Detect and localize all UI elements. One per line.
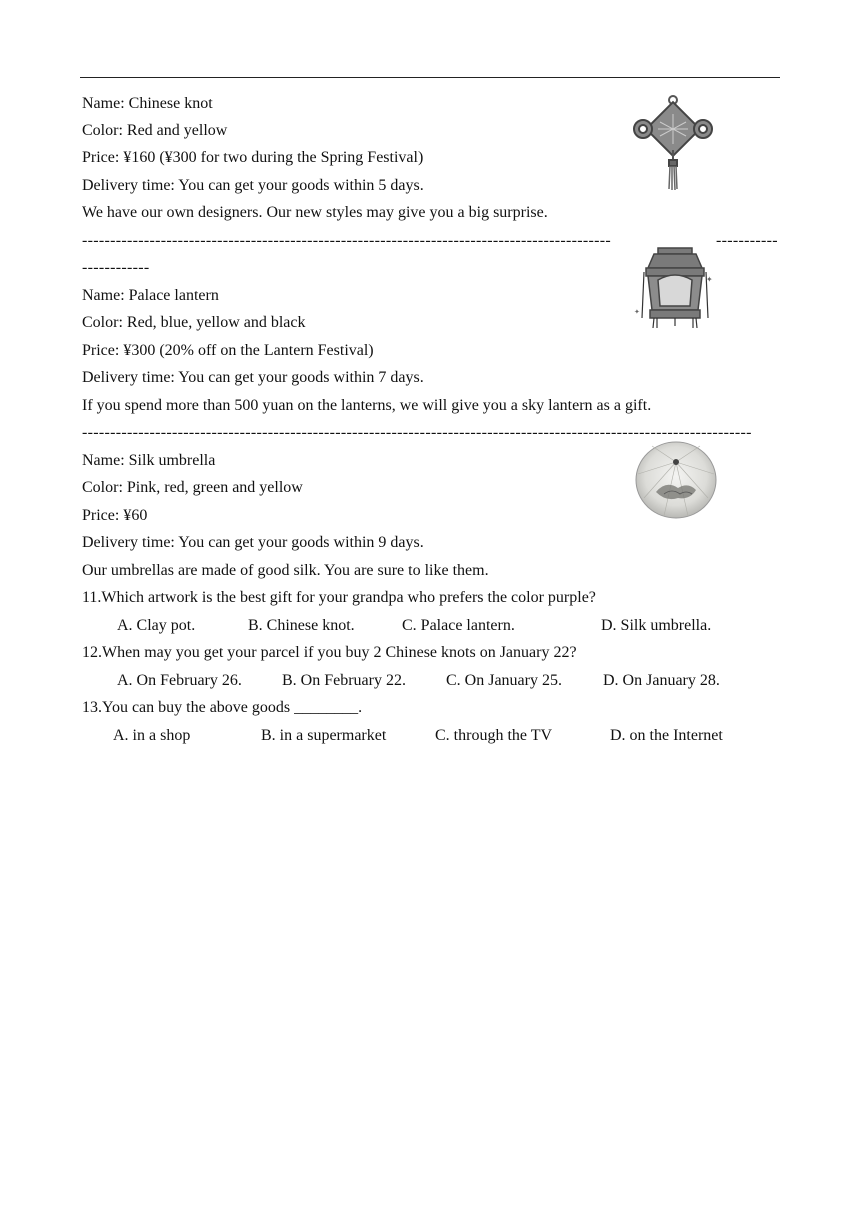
item-name: Name: Chinese knot (82, 95, 213, 112)
question-12-option-c[interactable]: C. On January 25. (446, 672, 562, 689)
item-delivery: Delivery time: You can get your goods within 9 days. (82, 534, 424, 551)
top-rule (80, 77, 780, 78)
svg-text:✦: ✦ (706, 275, 713, 284)
question-11-stem: 11.Which artwork is the best gift for your grandpa who prefers the color purple? (82, 589, 596, 606)
item-name: Name: Silk umbrella (82, 452, 216, 469)
item-price: Price: ¥160 (¥300 for two during the Spring Festival) (82, 149, 424, 166)
item-note: We have our own designers. Our new styles may give you a big surprise. (82, 204, 548, 221)
question-13-option-b[interactable]: B. in a supermarket (261, 727, 387, 744)
question-12-option-b[interactable]: B. On February 22. (282, 672, 406, 689)
item-color: Color: Pink, red, green and yellow (82, 479, 303, 496)
item-price: Price: ¥60 (82, 507, 148, 524)
question-13-option-c[interactable]: C. through the TV (435, 727, 553, 744)
item-note: If you spend more than 500 yuan on the lanterns, we will give you a sky lantern as a gift. (82, 397, 652, 414)
silk-umbrella-image (634, 440, 718, 520)
question-11-option-c[interactable]: C. Palace lantern. (402, 617, 515, 634)
question-13-stem: 13.You can buy the above goods ________. (82, 699, 363, 716)
item-name: Name: Palace lantern (82, 287, 219, 304)
palace-lantern-image (632, 244, 718, 330)
item-price: Price: ¥300 (20% off on the Lantern Festival) (82, 342, 374, 359)
item-note: Our umbrellas are made of good silk. You are sure to like them. (82, 562, 489, 579)
question-12-stem: 12.When may you get your parcel if you buy 2 Chinese knots on January 22? (82, 644, 577, 661)
question-13-option-a[interactable]: A. in a shop (113, 727, 191, 744)
separator-dashes: ------------ (82, 259, 150, 276)
question-11-option-a[interactable]: A. Clay pot. (117, 617, 196, 634)
separator-dashes: ----------- (716, 232, 778, 249)
question-13-option-d[interactable]: D. on the Internet (610, 727, 723, 744)
item-delivery: Delivery time: You can get your goods within 5 days. (82, 177, 424, 194)
question-12-option-d[interactable]: D. On January 28. (603, 672, 720, 689)
item-color: Color: Red, blue, yellow and black (82, 314, 306, 331)
item-delivery: Delivery time: You can get your goods within 7 days. (82, 369, 424, 386)
chinese-knot-image (630, 94, 716, 192)
separator-dashes: ---------------------------------------------------------------------------------------------- (82, 232, 612, 249)
svg-text:✦: ✦ (634, 308, 640, 316)
question-11-option-b[interactable]: B. Chinese knot. (248, 617, 355, 634)
item-color: Color: Red and yellow (82, 122, 228, 139)
question-12-option-a[interactable]: A. On February 26. (117, 672, 242, 689)
question-11-option-d[interactable]: D. Silk umbrella. (601, 617, 712, 634)
separator-dashes: ----------------------------------------------------------------------------------------------------------------------- (82, 424, 752, 441)
